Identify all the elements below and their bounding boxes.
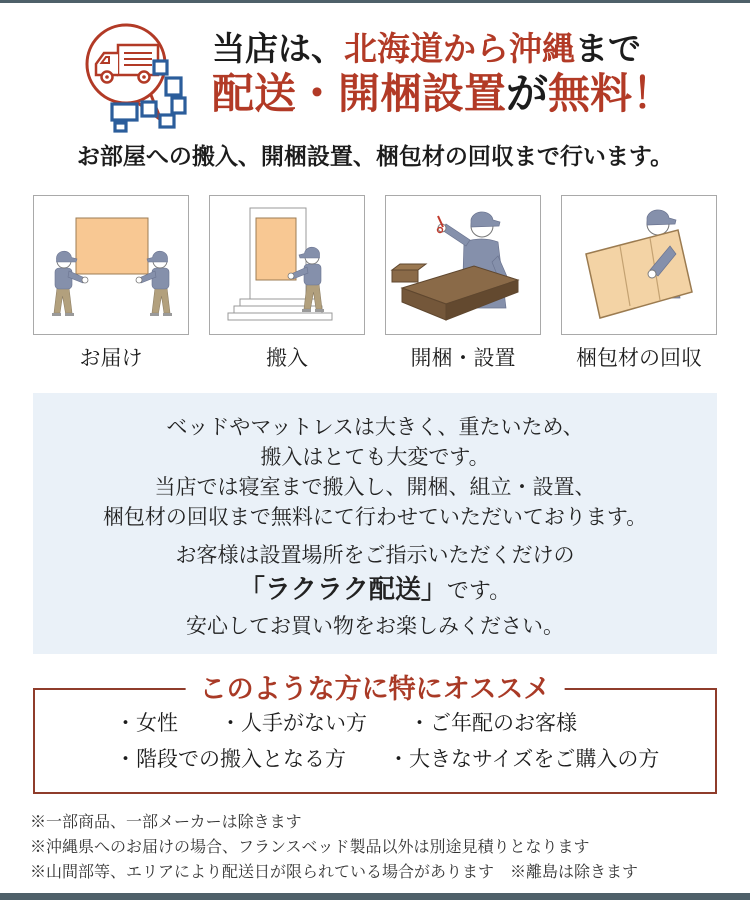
truck-speech-bubble-japan-map-icon (76, 22, 204, 134)
carry-in-illustration (209, 195, 365, 335)
material-collection-illustration (561, 195, 717, 335)
service-step-material-collection (561, 195, 717, 371)
unpack-setup-illustration (385, 195, 541, 335)
headline-line1-emphasis: 北海道から沖縄 (343, 30, 575, 67)
description-line: 安心してお買い物をお楽しみください。 (186, 615, 564, 638)
headline-line2 (212, 69, 674, 119)
description-line: 梱包材の回収まで無料にて行わせていただいております。 (102, 506, 648, 529)
headline-line1-pre: 当店は、 (211, 30, 344, 67)
step-caption-delivery: お届け (79, 347, 143, 370)
description-line: ベッドやマットレスは大きく、重たいため、 (166, 416, 584, 439)
headline-line2-emphasis1: 配送・開梱設置 (211, 70, 506, 118)
service-step-unpack-setup (385, 195, 541, 371)
header-subtitle: お部屋への搬入、開梱設置、梱包材の回収まで行います。 (76, 143, 674, 169)
description-line: お客様は設置場所をご指示いただくだけの (175, 544, 575, 567)
recommend-row: ・階段での搬入となる方 ・大きなサイズをご購入の方 (115, 748, 660, 771)
recommend-row: ・女性 ・人手がない方 ・ご年配のお客様 (115, 712, 577, 735)
service-step-delivery (33, 195, 189, 371)
footnotes (30, 810, 750, 885)
bottom-divider (0, 893, 750, 900)
recommend-box-title: このような方に特にオススメ (186, 673, 565, 705)
description-line: 当店では寝室まで搬入し、開梱、組立・設置、 (154, 476, 596, 499)
headline-line1 (212, 28, 674, 69)
step-caption-carry-in: 搬入 (266, 347, 308, 370)
headline-line1-post: まで (574, 30, 641, 67)
headline (212, 22, 674, 120)
step-caption-unpack-setup: 開梱・設置 (410, 347, 516, 370)
service-description-box (33, 393, 717, 654)
footnote: ※山間部等、エリアにより配送日が限られている場合があります ※離島は除きます (30, 864, 639, 881)
footnote: ※沖縄県へのお届けの場合、フランスベッド製品以外は別途見積りとなります (30, 839, 590, 856)
footnote: ※一部商品、一部メーカーは除きます (30, 814, 302, 831)
rakuraku-delivery-line (33, 571, 717, 612)
rakuraku-delivery-suffix: です。 (446, 578, 512, 603)
top-divider (0, 0, 750, 3)
service-step-carry-in (209, 195, 365, 371)
headline-line2-emphasis2: 無料！ (548, 70, 675, 118)
headline-line2-plain: が (505, 70, 548, 118)
delivery-illustration (33, 195, 189, 335)
service-steps (0, 195, 750, 371)
header (0, 0, 750, 134)
step-caption-material-collection: 梱包材の回収 (576, 347, 702, 370)
recommend-box (33, 674, 717, 794)
description-line: 搬入はとても大変です。 (260, 446, 490, 469)
rakuraku-delivery-emphasis: 「ラクラク配送」 (238, 574, 447, 604)
